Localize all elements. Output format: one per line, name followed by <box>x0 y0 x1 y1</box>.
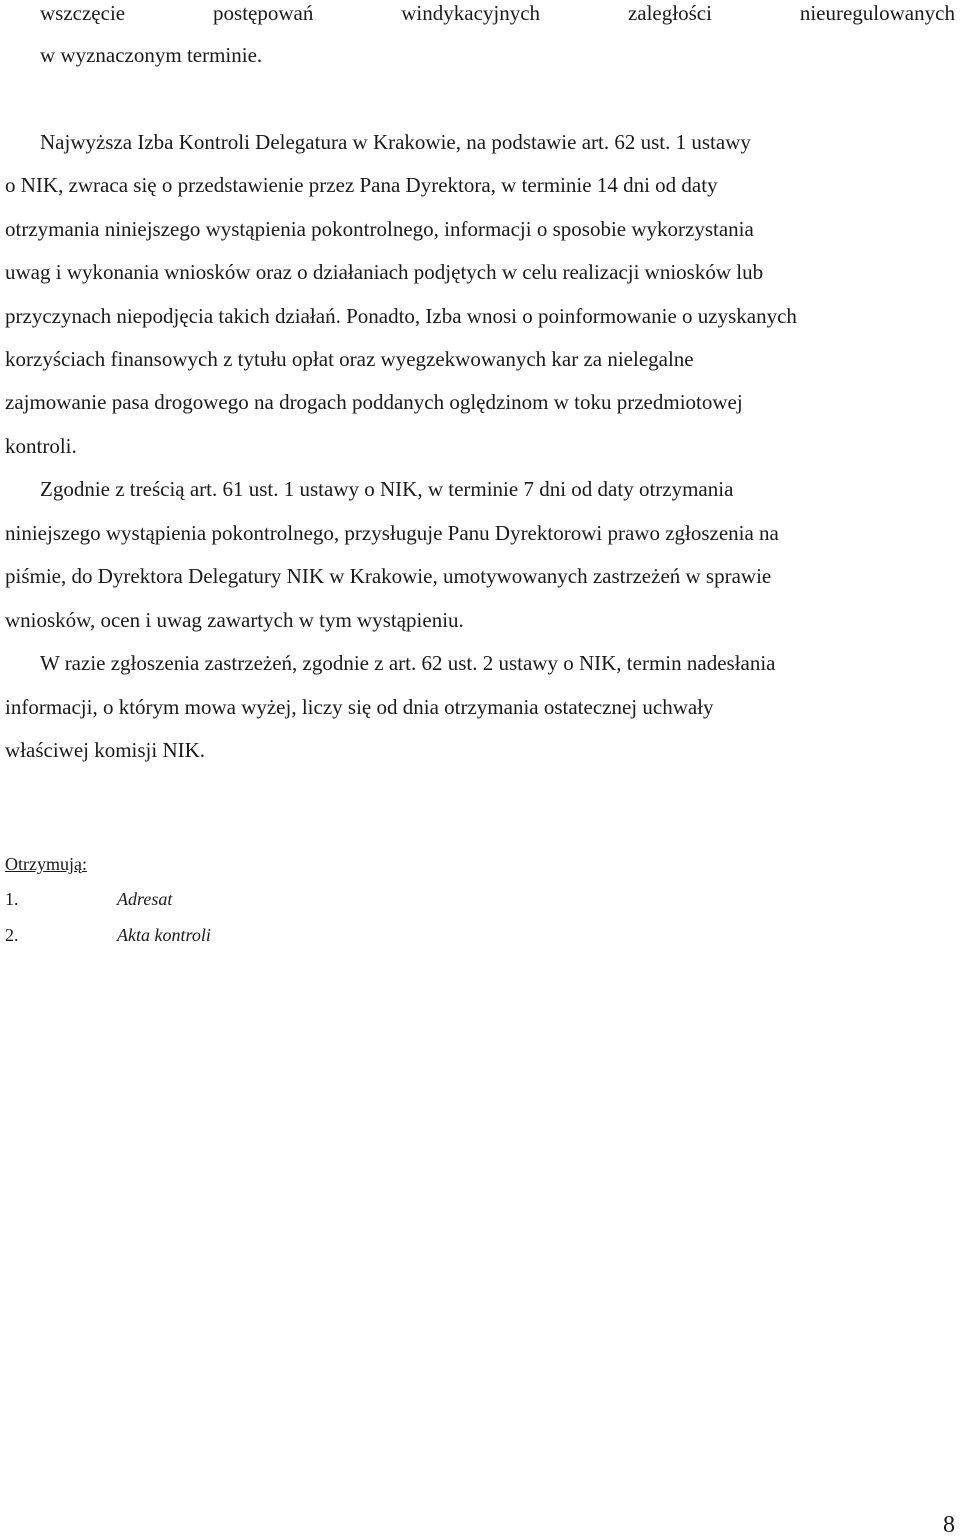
word: windykacyjnych <box>401 1 541 25</box>
word: wszczęcie <box>40 1 126 25</box>
text-line-2: w wyznaczonym terminie. <box>40 43 263 67</box>
text-line-11: Zgodnie z treścią art. 61 ust. 1 ustawy o NIK, w terminie 7 dni od daty otrzymania <box>40 477 734 501</box>
page-number: 8 <box>943 1512 955 1538</box>
recipient-number: 2. <box>5 925 19 945</box>
text-line-4: o NIK, zwraca się o przedstawienie przez Pana Dyrektora, w terminie 14 dni od daty <box>5 173 718 197</box>
word: nieuregulowanych <box>799 1 955 25</box>
text-line-12: niniejszego wystąpienia pokontrolnego, przysługuje Panu Dyrektorowi prawo zgłoszenia na <box>5 521 779 545</box>
recipient-label: Akta kontroli <box>117 925 211 945</box>
text-line-7: przyczynach niepodjęcia takich działań. Ponadto, Izba wnosi o poinformowanie o uzyskanych <box>5 304 797 328</box>
text-line-15: W razie zgłoszenia zastrzeżeń, zgodnie z art. 62 ust. 2 ustawy o NIK, termin nadesłania <box>40 651 776 675</box>
text-line-17: właściwej komisji NIK. <box>5 738 206 762</box>
text-line-5: otrzymania niniejszego wystąpienia pokontrolnego, informacji o sposobie wykorzystania <box>5 217 754 241</box>
text-line-9: zajmowanie pasa drogowego na drogach poddanych oględzinom w toku przedmiotowej <box>5 390 743 414</box>
word: zaległości <box>627 1 712 25</box>
recipient-number: 1. <box>5 889 19 909</box>
text-line-6: uwag i wykonania wniosków oraz o działaniach podjętych w celu realizacji wniosków lub <box>5 260 764 284</box>
text-line-10: kontroli. <box>5 434 77 458</box>
recipients-heading: Otrzymują: <box>5 854 87 874</box>
text-line-16: informacji, o którym mowa wyżej, liczy się od dnia otrzymania ostatecznej uchwały <box>5 695 714 719</box>
text-line-1 <box>40 0 955 26</box>
text-line-3: Najwyższa Izba Kontroli Delegatura w Krakowie, na podstawie art. 62 ust. 1 ustawy <box>40 130 751 154</box>
word: postępowań <box>213 1 314 25</box>
recipient-label: Adresat <box>117 889 173 909</box>
text-line-14: wniosków, ocen i uwag zawartych w tym wystąpieniu. <box>5 608 464 632</box>
text-line-13: piśmie, do Dyrektora Delegatury NIK w Krakowie, umotywowanych zastrzeżeń w sprawie <box>5 564 772 588</box>
text-line-8: korzyściach finansowych z tytułu opłat oraz wyegzekwowanych kar za nielegalne <box>5 347 694 371</box>
